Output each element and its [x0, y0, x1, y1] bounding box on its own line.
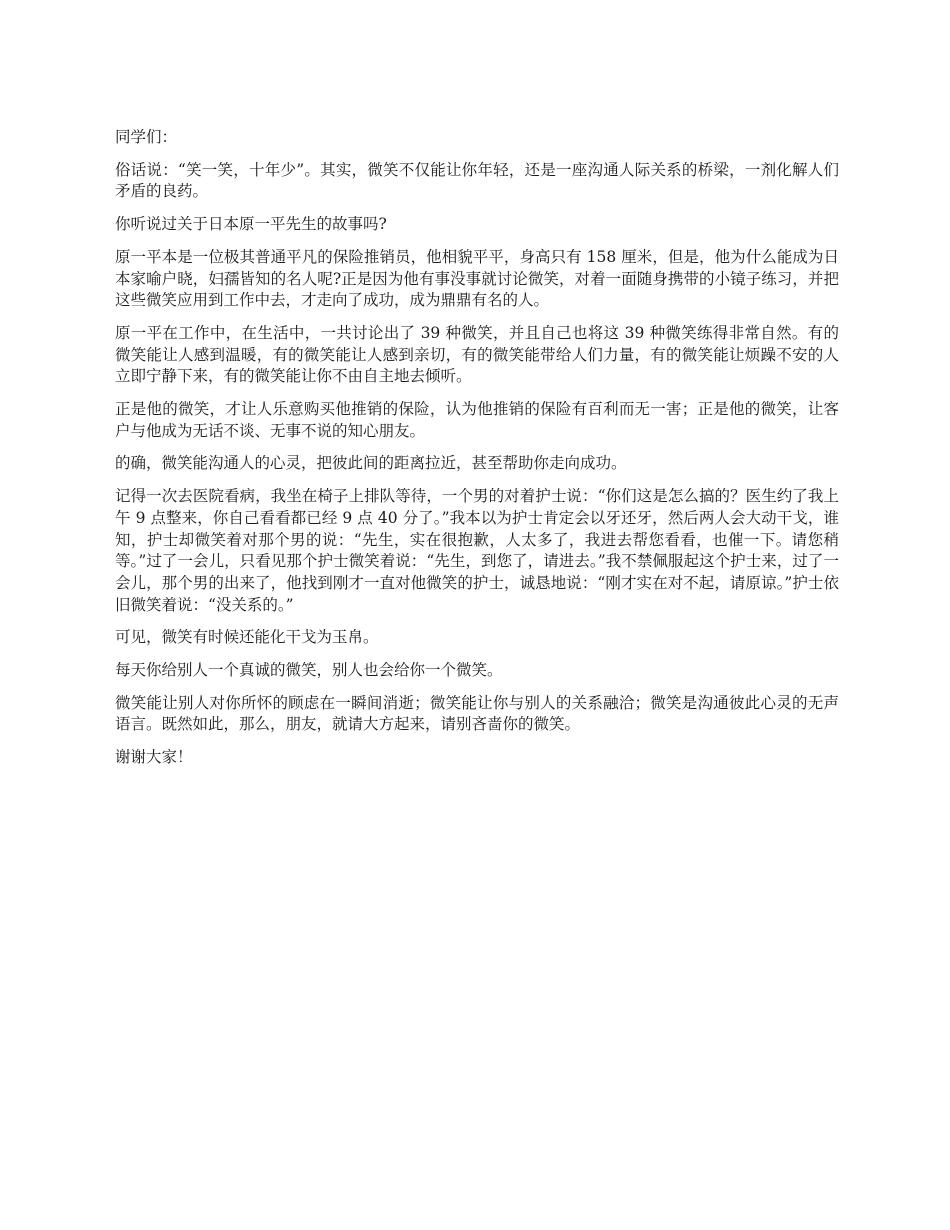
paragraph-indeed: 的确，微笑能沟通人的心灵，把彼此间的距离拉近，甚至帮助你走向成功。: [115, 454, 627, 473]
paragraph-hospital-story: 记得一次去医院看病，我坐在椅子上排队等待，一个男的对着护士说：“你们这是怎么搞的？医生约了我上午 9 点整来，你自己看看都已经 9 点 40 分了。”我本以为护士肯定会以牙还牙，然后两人会大动干戈，谁知，护士却微笑着对那个男的说：“先生，实在很抱歉，人太多了，我进去帮您看看，也催一下。请您稍等。”过了一会儿，只看见那个护士微笑着说：“先生，到您了，请进去。”我不禁佩服起这个护士来，过了一会儿，那个男的出来了，他找到刚才一直对他微笑的护士，诚恳地说：“刚才实在对不起，请原谅。”护士依旧微笑着说：“没关系的。”: [115, 487, 839, 614]
paragraph-conclusion-1: 可见，微笑有时候还能化干戈为玉帛。: [115, 628, 379, 647]
paragraph-proverb: 俗话说：“笑一笑，十年少”。其实，微笑不仅能让你年轻，还是一座沟通人际关系的桥梁，一剂化解人们矛盾的良药。: [115, 160, 839, 201]
paragraph-thanks: 谢谢大家！: [115, 748, 193, 767]
paragraph-conclusion-3: 微笑能让别人对你所怀的顾虑在一瞬间消逝；微笑能让你与别人的关系融洽；微笑是沟通彼此心灵的无声语言。既然如此，那么，朋友，就请大方起来，请别吝啬你的微笑。: [115, 693, 839, 734]
document-page: [115, 127, 839, 780]
paragraph-story-intro: 原一平本是一位极其普通平凡的保险推销员，他相貌平平，身高只有 158 厘米，但是，他为什么能成为日本家喻户晓，妇孺皆知的名人呢?正是因为他有事没事就讨论微笑，对着一面随身携带的小镜子练习，并把这些微笑应用到工作中去，才走向了成功，成为鼎鼎有名的人。: [115, 247, 839, 310]
paragraph-conclusion-2: 每天你给别人一个真诚的微笑，别人也会给你一个微笑。: [115, 661, 503, 680]
paragraph-his-smile: 正是他的微笑，才让人乐意购买他推销的保险，认为他推销的保险有百利而无一害；正是他的微笑，让客户与他成为无话不谈、无事不说的知心朋友。: [115, 400, 839, 440]
paragraph-greeting: 同学们：: [115, 128, 178, 146]
paragraph-question: 你听说过关于日本原一平先生的故事吗?: [115, 215, 387, 234]
paragraph-39-smiles: 原一平在工作中，在生活中，一共讨论出了 39 种微笑，并且自己也将这 39 种微笑练得非常自然。有的微笑能让人感到温暖，有的微笑能让人感到亲切，有的微笑能带给人们力量，有的微笑能让烦躁不安的人立即宁静下来，有的微笑能让你不由自主地去倾听。: [115, 323, 839, 386]
